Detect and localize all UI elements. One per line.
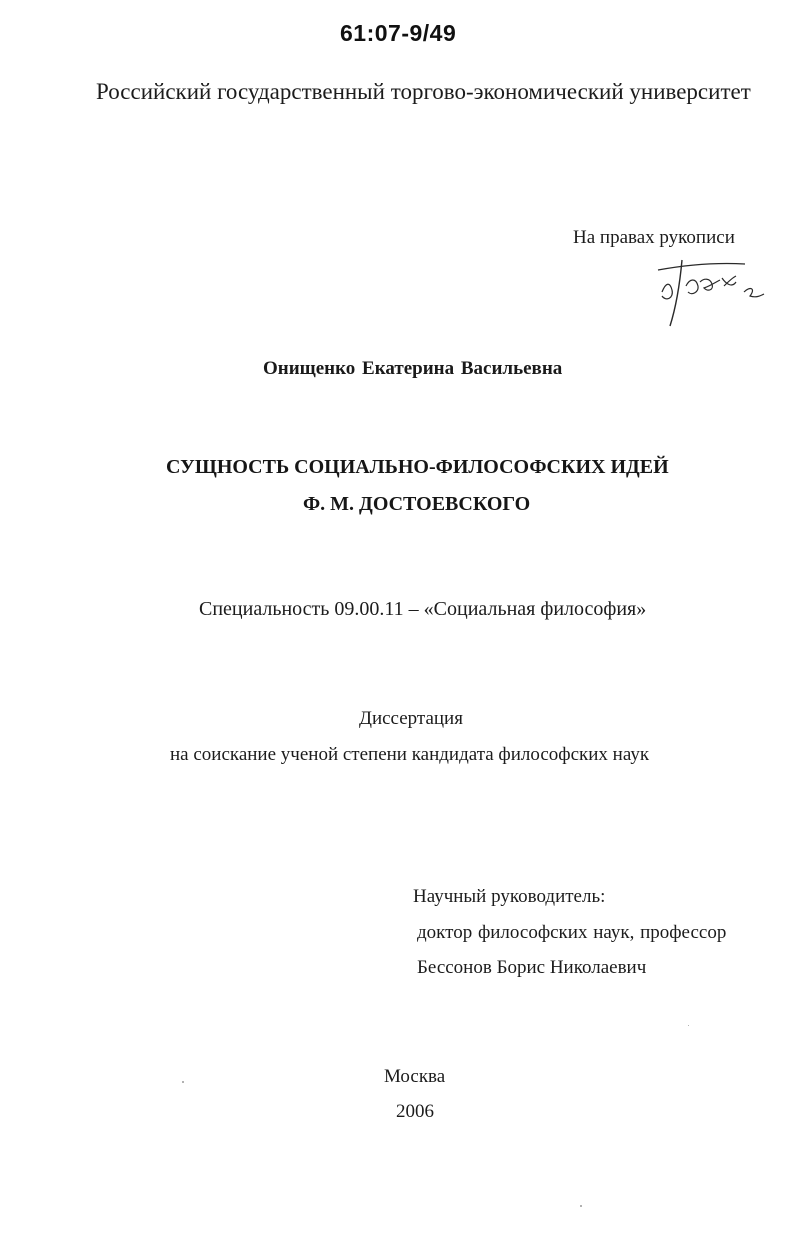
catalog-number: 61:07-9/49 [340,20,457,46]
specialty: Специальность 09.00.11 – «Социальная философия» [199,598,647,620]
work-type: Диссертация [359,708,463,729]
year: 2006 [396,1101,434,1122]
dissertation-title-line-2: Ф. М. ДОСТОЕВСКОГО [303,493,531,515]
university-name: Российский государственный торгово-экономический университет [96,79,751,104]
scan-speck [688,1025,689,1026]
degree-description: на соискание ученой степени кандидата философских наук [170,744,650,765]
handwritten-signature-icon [640,252,770,332]
manuscript-rights-note: На правах рукописи [573,227,735,248]
supervisor-name: Бессонов Борис Николаевич [417,957,647,978]
supervisor-title: доктор философских наук, профессор [417,922,727,943]
dissertation-title-line-1: СУЩНОСТЬ СОЦИАЛЬНО-ФИЛОСОФСКИХ ИДЕЙ [166,456,669,478]
supervisor-label: Научный руководитель: [413,886,606,907]
scan-speck [580,1205,582,1207]
scan-speck [182,1081,184,1083]
city: Москва [384,1066,446,1087]
author-name: Онищенко Екатерина Васильевна [263,358,563,379]
